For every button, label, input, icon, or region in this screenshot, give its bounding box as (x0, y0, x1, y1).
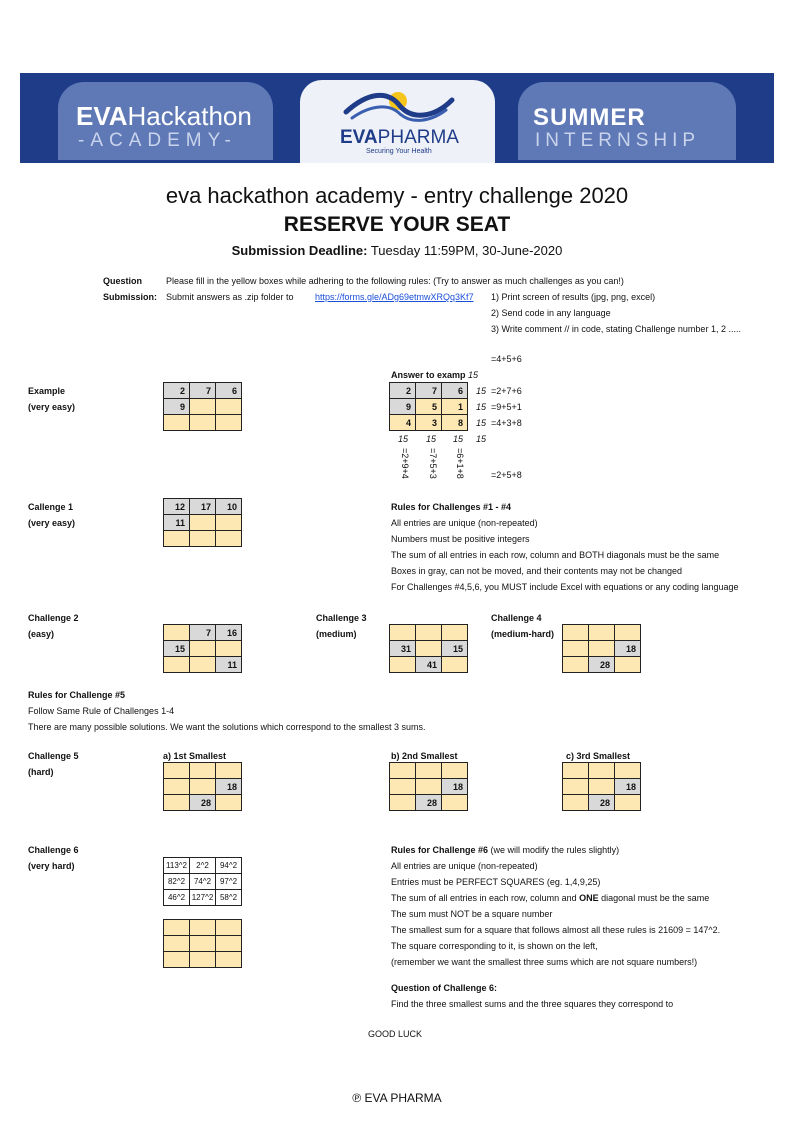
grid-cell: 18 (216, 779, 242, 795)
grid-cell[interactable] (442, 763, 468, 779)
grid-cell[interactable] (216, 531, 242, 547)
grid-cell: 82^2 (164, 874, 190, 890)
grid-cell[interactable] (390, 625, 416, 641)
grid-cell[interactable] (190, 952, 216, 968)
challenge6-difficulty: (very hard) (28, 861, 75, 871)
grid-cell[interactable] (563, 641, 589, 657)
grid-cell: 94^2 (216, 858, 242, 874)
grid-cell[interactable] (615, 625, 641, 641)
row-formula: =9+5+1 (491, 402, 522, 412)
grid-cell[interactable] (190, 779, 216, 795)
grid-cell[interactable] (164, 763, 190, 779)
row-sum: 15 (476, 386, 487, 396)
grid-cell[interactable] (164, 920, 190, 936)
evapharma-logo: EVAPHARMA (340, 127, 459, 148)
grid-cell[interactable] (216, 399, 242, 415)
challenge1-label: Callenge 1 (28, 502, 74, 512)
rule-item: All entries are unique (non-repeated) (391, 518, 538, 528)
challenge5b-label: b) 2nd Smallest (391, 751, 458, 761)
answer-label: Answer to examp 15 (391, 370, 479, 380)
challenge2-label: Challenge 2 (28, 613, 79, 623)
grid-cell[interactable] (563, 625, 589, 641)
grid-cell: 8 (442, 415, 468, 431)
challenge3-grid (389, 624, 468, 673)
grid-cell[interactable] (190, 641, 216, 657)
grid-cell[interactable] (589, 625, 615, 641)
example-grid (163, 382, 242, 431)
page-title: eva hackathon academy - entry challenge 2020 (165, 183, 629, 208)
rule-item: All entries are unique (non-repeated) (391, 861, 538, 871)
grid-cell[interactable] (216, 936, 242, 952)
question-text: Please fill in the yellow boxes while adhering to the following rules: (Try to answer as much challenges as you can!) (166, 276, 624, 286)
col-sum: 15 (426, 434, 437, 444)
grid-cell: 9 (164, 399, 190, 415)
grid-cell[interactable] (390, 657, 416, 673)
grid-cell[interactable] (216, 415, 242, 431)
grid-cell[interactable] (442, 657, 468, 673)
grid-cell[interactable] (390, 779, 416, 795)
challenge5-label: Challenge 5 (28, 751, 79, 761)
example-difficulty: (very easy) (28, 402, 76, 412)
grid-cell[interactable] (563, 779, 589, 795)
col-formula: =6+1+8 (455, 448, 465, 479)
evapharma-tagline: Securing Your Health (366, 148, 432, 155)
challenge2-difficulty: (easy) (28, 629, 55, 639)
submission-step-2: 2) Send code in any language (491, 308, 611, 318)
grid-cell[interactable] (442, 625, 468, 641)
grid-cell: 5 (416, 399, 442, 415)
grid-cell[interactable] (190, 531, 216, 547)
rules1-title: Rules for Challenges #1 - #4 (391, 502, 512, 512)
challenge6-question-title: Question of Challenge 6: (391, 983, 498, 993)
example-diag-formula-bottom: =2+5+8 (491, 470, 522, 480)
grid-cell[interactable] (164, 779, 190, 795)
grid-cell: 9 (390, 399, 416, 415)
submission-step-3: 3) Write comment // in code, stating Challenge number 1, 2 ..... (491, 324, 741, 334)
submission-label: Submission: (103, 292, 158, 302)
grid-cell: 12 (164, 499, 190, 515)
challenge5c-label: c) 3rd Smallest (566, 751, 631, 761)
grid-cell[interactable] (164, 415, 190, 431)
grid-cell: 18 (615, 641, 641, 657)
grid-cell: 58^2 (216, 890, 242, 906)
grid-cell[interactable] (216, 763, 242, 779)
grid-cell: 2 (164, 383, 190, 399)
rule-item: Numbers must be positive integers (391, 534, 530, 544)
example-diag-formula-top: =4+5+6 (491, 354, 522, 364)
evapharma-wave-icon (338, 84, 458, 126)
example-label: Example (28, 386, 66, 396)
grid-cell[interactable] (190, 936, 216, 952)
grid-cell: 4 (390, 415, 416, 431)
grid-cell[interactable] (615, 795, 641, 811)
challenge6-square-grid (163, 857, 242, 906)
challenge5a-label: a) 1st Smallest (163, 751, 227, 761)
challenge6-answer-grid (163, 919, 242, 968)
grid-cell[interactable] (416, 625, 442, 641)
challenge6-question-text: Find the three smallest sums and the three squares they correspond to (391, 999, 674, 1009)
internship-logo-text: INTERNSHIP (535, 130, 701, 151)
grid-cell: 41 (416, 657, 442, 673)
challenge4-label: Challenge 4 (491, 613, 542, 623)
submission-text: Submit answers as .zip folder to (166, 292, 294, 302)
challenge5a-grid (163, 762, 242, 811)
challenge3-label: Challenge 3 (316, 613, 367, 623)
grid-cell: 28 (589, 795, 615, 811)
row-formula: =2+7+6 (491, 386, 522, 396)
grid-cell: 31 (390, 641, 416, 657)
rule-item: The square corresponding to it, is shown on the left, (391, 941, 598, 951)
grid-cell: 10 (216, 499, 242, 515)
challenge5b-grid (389, 762, 468, 811)
grid-cell[interactable] (190, 657, 216, 673)
question-label: Question (103, 276, 143, 286)
submission-step-1: 1) Print screen of results (jpg, png, excel) (491, 292, 656, 302)
rule-item: For Challenges #4,5,6, you MUST include Excel with equations or any coding language (391, 582, 739, 592)
col-formula: =7+5+3 (428, 448, 438, 479)
grid-cell: 7 (416, 383, 442, 399)
grid-cell: 18 (442, 779, 468, 795)
grid-cell[interactable] (164, 936, 190, 952)
good-luck: GOOD LUCK (368, 1029, 423, 1039)
grid-cell: 28 (589, 657, 615, 673)
grid-cell[interactable] (216, 515, 242, 531)
challenge3-difficulty: (medium) (316, 629, 357, 639)
col-sum: 15 (453, 434, 464, 444)
grid-cell: 7 (190, 383, 216, 399)
grid-cell[interactable] (416, 779, 442, 795)
challenge2-grid (163, 624, 242, 673)
grid-cell: 17 (190, 499, 216, 515)
challenge5c-grid (562, 762, 641, 811)
grid-cell[interactable] (589, 779, 615, 795)
copyright: ℗ EVA PHARMA (352, 1091, 442, 1105)
row-formula: =4+3+8 (491, 418, 522, 428)
grid-cell[interactable] (216, 795, 242, 811)
grid-cell[interactable] (563, 795, 589, 811)
reserve-heading: RESERVE YOUR SEAT (283, 213, 511, 236)
challenge4-grid (562, 624, 641, 673)
rule-item: The smallest sum for a square that follows almost all these rules is 21609 = 147^2. (391, 925, 721, 935)
grid-cell: 15 (164, 641, 190, 657)
grid-cell[interactable] (190, 399, 216, 415)
grid-cell[interactable] (164, 952, 190, 968)
grid-cell: 113^2 (164, 858, 190, 874)
rules5-line-1: Follow Same Rule of Challenges 1-4 (28, 706, 175, 716)
grid-cell: 11 (216, 657, 242, 673)
grid-cell: 16 (216, 625, 242, 641)
challenge4-difficulty: (medium-hard) (491, 629, 554, 639)
grid-cell[interactable] (164, 657, 190, 673)
grid-cell: 28 (190, 795, 216, 811)
row-sum: 15 (476, 402, 487, 412)
rule-item: Boxes in gray, can not be moved, and their contents may not be changed (391, 566, 683, 576)
summer-logo: SUMMER (533, 104, 646, 131)
grid-cell[interactable] (164, 531, 190, 547)
rule-item: The sum of all entries in each row, column and BOTH diagonals must be the same (391, 550, 720, 560)
grid-cell: 11 (164, 515, 190, 531)
grid-cell[interactable] (164, 795, 190, 811)
grid-cell: 74^2 (190, 874, 216, 890)
submission-link[interactable]: https://forms.gle/ADg69etmwXRQq3Kf7 (315, 292, 474, 302)
grid-cell: 1 (442, 399, 468, 415)
grid-cell[interactable] (589, 763, 615, 779)
grid-cell[interactable] (216, 641, 242, 657)
grid-cell[interactable] (563, 763, 589, 779)
row-sum: 15 (476, 418, 487, 428)
grid-cell: 15 (442, 641, 468, 657)
grid-cell[interactable] (615, 657, 641, 673)
rules5-title: Rules for Challenge #5 (28, 690, 126, 700)
col-sum: 15 (398, 434, 409, 444)
grid-cell: 2 (390, 383, 416, 399)
rule-item: Entries must be PERFECT SQUARES (eg. 1,4,9,25) (391, 877, 601, 887)
challenge6-label: Challenge 6 (28, 845, 79, 855)
grid-cell[interactable] (190, 415, 216, 431)
academy-logo-text: -ACADEMY- (78, 130, 237, 151)
challenge1-grid (163, 498, 242, 547)
deadline-line: Submission Deadline: Tuesday 11:59PM, 30-June-2020 (231, 243, 563, 258)
grid-cell: 46^2 (164, 890, 190, 906)
grid-cell: 18 (615, 779, 641, 795)
rule-item: The sum of all entries in each row, column and ONE diagonal must be the same (391, 893, 710, 903)
grid-cell: 97^2 (216, 874, 242, 890)
example-answer-grid (389, 382, 468, 431)
col-sum: 15 (476, 434, 487, 444)
grid-cell[interactable] (190, 920, 216, 936)
grid-cell: 7 (190, 625, 216, 641)
rule-item: (remember we want the smallest three sums which are not square numbers!) (391, 957, 698, 967)
challenge1-difficulty: (very easy) (28, 518, 76, 528)
rules5-line-2: There are many possible solutions. We want the solutions which correspond to the smallest 3 sums. (28, 722, 426, 732)
grid-cell[interactable] (390, 763, 416, 779)
grid-cell[interactable] (164, 625, 190, 641)
grid-cell: 2^2 (190, 858, 216, 874)
grid-cell[interactable] (190, 763, 216, 779)
grid-cell: 6 (442, 383, 468, 399)
grid-cell[interactable] (563, 657, 589, 673)
grid-cell[interactable] (390, 795, 416, 811)
rules6-title: Rules for Challenge #6 (we will modify the rules slightly) (391, 845, 620, 855)
col-formula: =2+9+4 (400, 448, 410, 479)
grid-cell: 127^2 (190, 890, 216, 906)
challenge5-difficulty: (hard) (28, 767, 54, 777)
grid-cell: 3 (416, 415, 442, 431)
hackathon-logo: EVAHackathon (76, 101, 252, 131)
grid-cell[interactable] (416, 641, 442, 657)
grid-cell[interactable] (216, 920, 242, 936)
grid-cell[interactable] (442, 795, 468, 811)
grid-cell: 6 (216, 383, 242, 399)
grid-cell[interactable] (615, 763, 641, 779)
grid-cell[interactable] (216, 952, 242, 968)
grid-cell[interactable] (416, 763, 442, 779)
rule-item: The sum must NOT be a square number (391, 909, 553, 919)
grid-cell[interactable] (190, 515, 216, 531)
grid-cell: 28 (416, 795, 442, 811)
grid-cell[interactable] (589, 641, 615, 657)
